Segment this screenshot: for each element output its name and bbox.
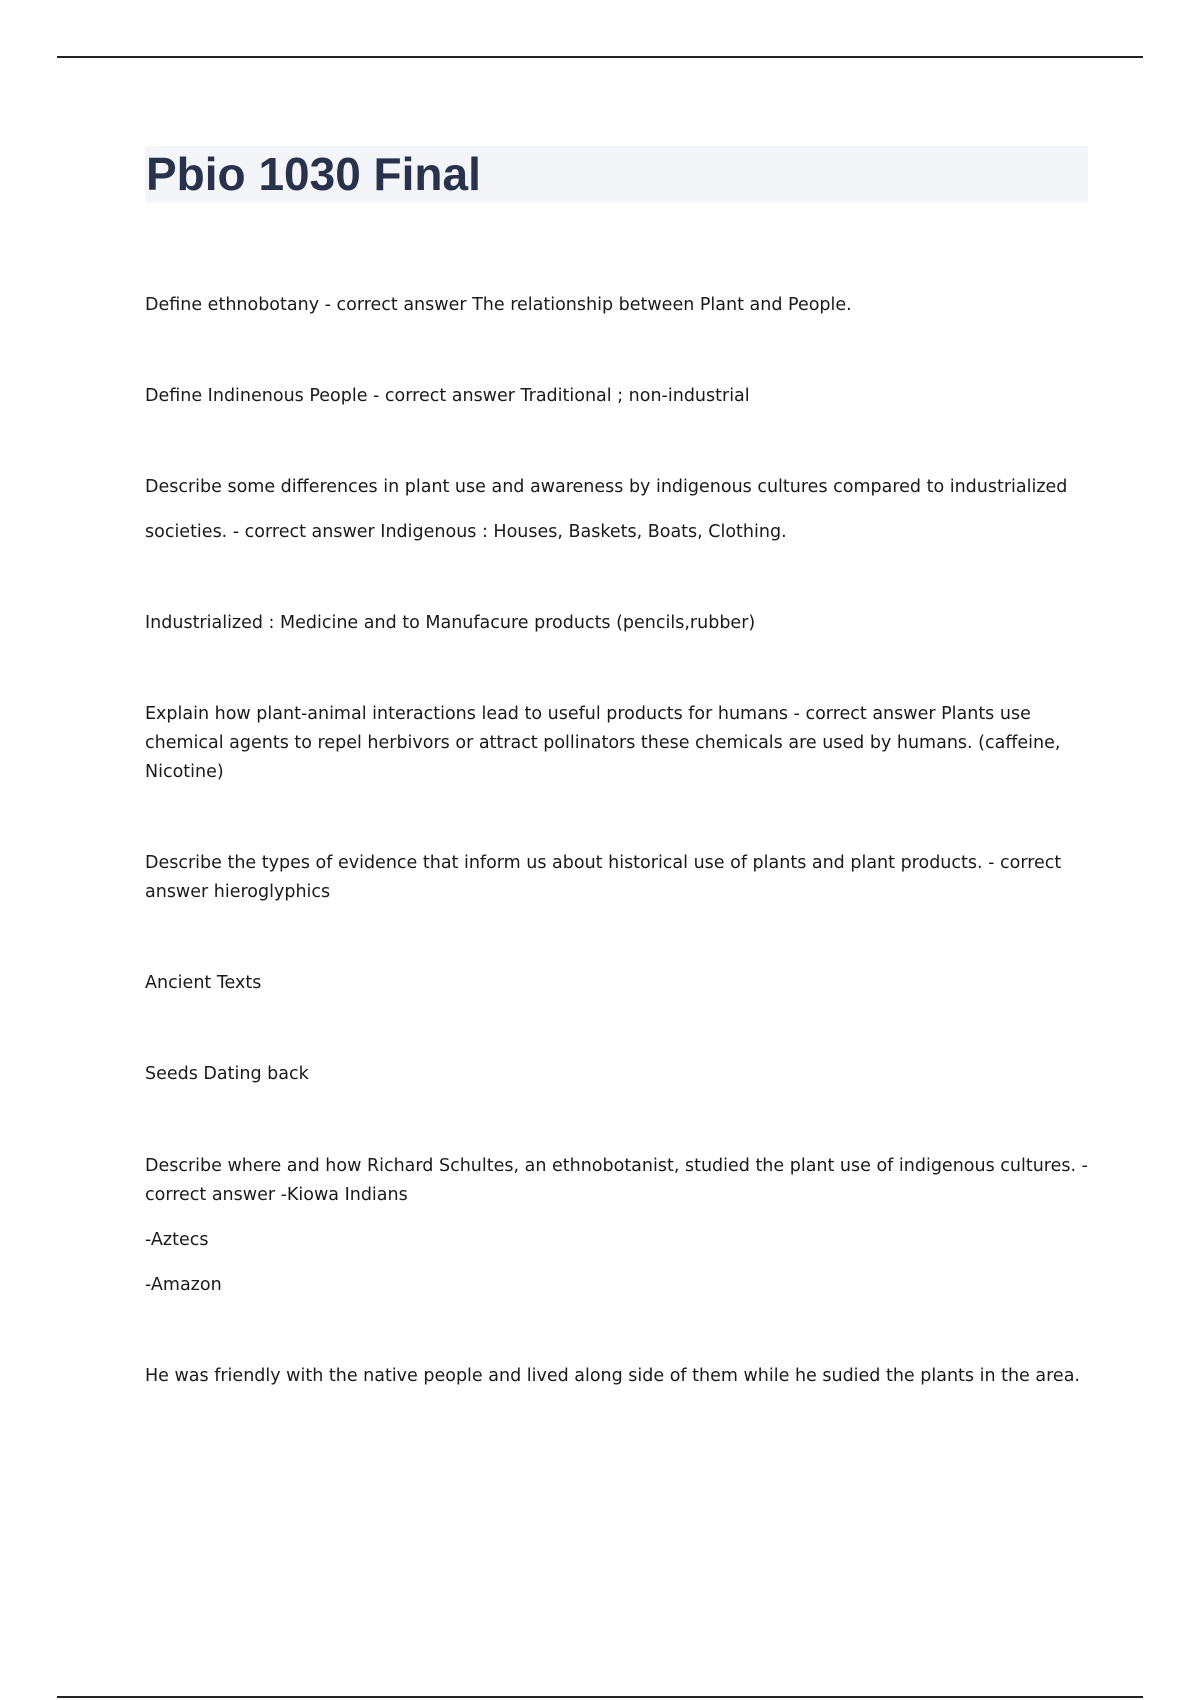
paragraph-schultes-friendly: He was friendly with the native people and lived along side of them while he sudied the plants in the area. [145,1366,1080,1386]
top-rule [57,56,1143,58]
list-item-amazon: -Amazon [145,1275,222,1295]
paragraph-historical-evidence: Describe the types of evidence that inform us about historical use of plants and plant products. - correct answer hieroglyphics [145,853,1062,902]
paragraph-define-indigenous-people: Define Indinenous People - correct answer Traditional ; non-industrial [145,386,750,406]
paragraph-plant-animal-interactions: Explain how plant-animal interactions lead to useful products for humans - correct answer Plants use chemical agents to repel herbivors or attract pollinators these chemicals are used by humans. (caffeine, Nicotine) [145,704,1061,782]
paragraph-industrialized: Industrialized : Medicine and to Manufacure products (pencils,rubber) [145,613,756,633]
paragraph-seeds-dating-back: Seeds Dating back [145,1064,309,1084]
document-title: Pbio 1030 Final [146,148,481,200]
list-item-aztecs: -Aztecs [145,1230,209,1250]
paragraph-define-ethnobotany: Define ethnobotany - correct answer The relationship between Plant and People. [145,295,852,315]
paragraph-plant-use-differences: Describe some differences in plant use and awareness by indigenous cultures compared to industrialized societies. - correct answer Indigenous : Houses, Baskets, Boats, Clothing. [145,477,1068,542]
bottom-rule [57,1696,1143,1698]
paragraph-richard-schultes: Describe where and how Richard Schultes, an ethnobotanist, studied the plant use of indigenous cultures. - correct answer -Kiowa Indians [145,1156,1088,1205]
paragraph-ancient-texts: Ancient Texts [145,973,262,993]
